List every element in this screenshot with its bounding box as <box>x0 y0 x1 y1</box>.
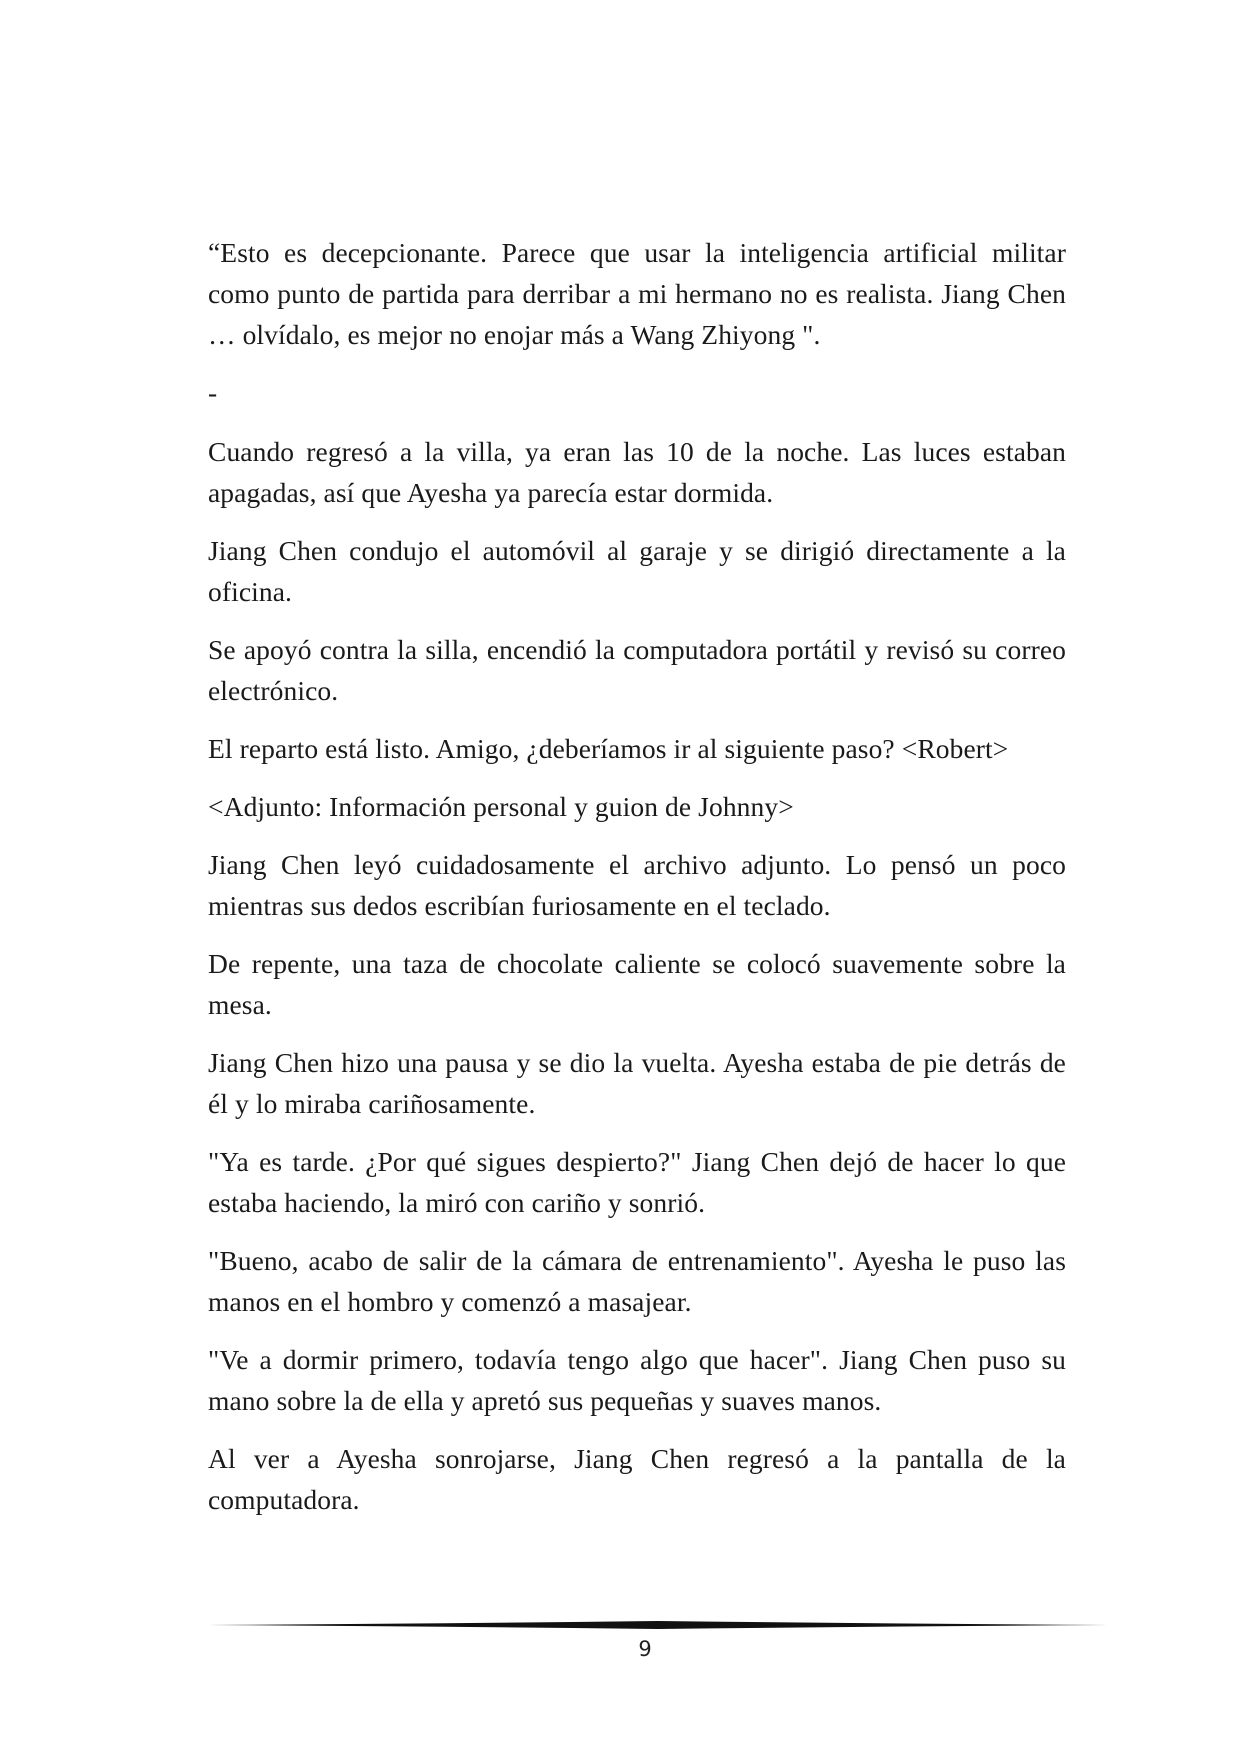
paragraph: <Adjunto: Información personal y guion de Johnny> <box>208 791 794 822</box>
page-number: 9 <box>638 1637 652 1661</box>
paragraph: "Bueno, acabo de salir de la cámara de entrenamiento". Ayesha le puso las manos en el hombro y comenzó a masajear. <box>208 1245 1066 1317</box>
paragraph: Cuando regresó a la villa, ya eran las 10 de la noche. Las luces estaban apagadas, así que Ayesha ya parecía estar dormida. <box>208 436 1066 508</box>
paragraph: "Ya es tarde. ¿Por qué sigues despierto?" Jiang Chen dejó de hacer lo que estaba haciendo, la miró con cariño y sonrió. <box>208 1146 1066 1218</box>
paragraph: De repente, una taza de chocolate caliente se colocó suavemente sobre la mesa. <box>208 948 1066 1020</box>
paragraph: "Ve a dormir primero, todavía tengo algo que hacer". Jiang Chen puso su mano sobre la de ella y apretó sus pequeñas y suaves manos. <box>208 1344 1066 1416</box>
footer-divider <box>208 1619 1108 1631</box>
paragraph: “Esto es decepcionante. Parece que usar la inteligencia artificial militar como punto de partida para derribar a mi hermano no es realista. Jiang Chen … olvídalo, es mejor no enojar más a Wang Zhiyong ". <box>208 237 1066 350</box>
paragraph: Se apoyó contra la silla, encendió la computadora portátil y revisó su correo electrónico. <box>208 634 1066 706</box>
paragraph: El reparto está listo. Amigo, ¿deberíamos ir al siguiente paso? <Robert> <box>208 733 1009 764</box>
paragraph: Jiang Chen leyó cuidadosamente el archivo adjunto. Lo pensó un poco mientras sus dedos escribían furiosamente en el teclado. <box>208 849 1066 921</box>
paragraph: Al ver a Ayesha sonrojarse, Jiang Chen regresó a la pantalla de la computadora. <box>208 1443 1066 1515</box>
section-separator: - <box>208 377 218 408</box>
body-text <box>208 232 1066 1537</box>
paragraph: Jiang Chen condujo el automóvil al garaje y se dirigió directamente a la oficina. <box>208 535 1066 607</box>
paragraph: Jiang Chen hizo una pausa y se dio la vuelta. Ayesha estaba de pie detrás de él y lo miraba cariñosamente. <box>208 1047 1066 1119</box>
